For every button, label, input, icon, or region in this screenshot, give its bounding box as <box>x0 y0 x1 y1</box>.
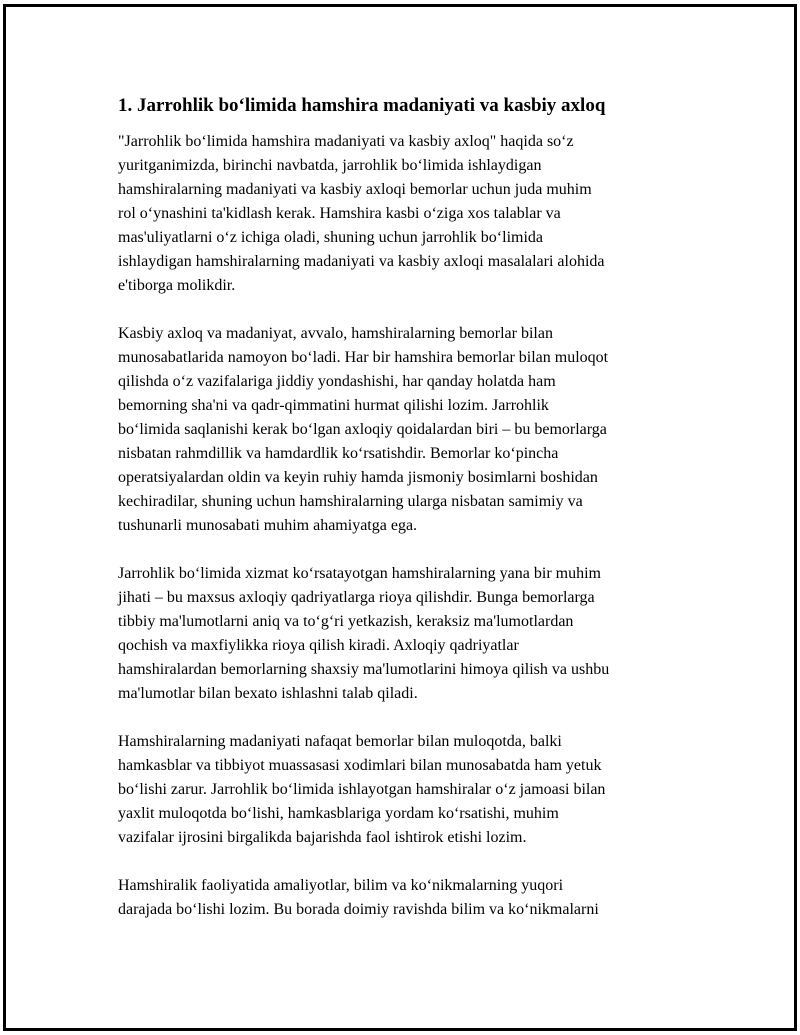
paragraph-line: ma'lumotlar bilan bexato ishlashni talab qiladi. <box>118 685 418 702</box>
paragraph-line: qilishda o‘z vazifalariga jiddiy yondashishi, har qanday holatda ham <box>118 373 556 390</box>
paragraph-line: tushunarli munosabati muhim ahamiyatga ega. <box>118 517 418 534</box>
paragraph-line: ishlaydigan hamshiralarning madaniyati va kasbiy axloqi masalalari alohida <box>118 253 605 270</box>
paragraph-line: Hamshiralarning madaniyati nafaqat bemorlar bilan muloqotda, balki <box>118 733 562 750</box>
paragraph-line: hamkasblar va tibbiyot muassasasi xodimlari bilan munosabatda ham yetuk <box>118 757 602 774</box>
paragraph-line: mas'uliyatlarni o‘z ichiga oladi, shuning uchun jarrohlik bo‘limida <box>118 229 544 246</box>
paragraph-line: hamshiralarning madaniyati va kasbiy axloqi bemorlar uchun juda muhim <box>118 181 592 198</box>
paragraph-line: qochish va maxfiylikka rioya qilish kiradi. Axloqiy qadriyatlar <box>118 637 519 654</box>
paragraph-3 <box>118 562 693 706</box>
paragraph-line: kechiradilar, shuning uchun hamshiralarning ularga nisbatan samimiy va <box>118 493 583 510</box>
paragraph-line: yaxlit muloqotda bo‘lishi, hamkasblariga yordam ko‘rsatishi, muhim <box>118 805 559 822</box>
paragraph-5 <box>118 874 693 922</box>
section-heading: 1. Jarrohlik bo‘limida hamshira madaniyati va kasbiy axloq <box>118 95 606 116</box>
paragraph-line: Kasbiy axloq va madaniyat, avvalo, hamshiralarning bemorlar bilan <box>118 325 553 342</box>
paragraph-4 <box>118 730 693 850</box>
paragraph-line: e'tiborga molikdir. <box>118 277 236 294</box>
paragraph-line: vazifalar ijrosini birgalikda bajarishda faol ishtirok etishi lozim. <box>118 829 527 846</box>
paragraph-line: bo‘limida saqlanishi kerak bo‘lgan axloqiy qoidalardan biri – bu bemorlarga <box>118 421 607 438</box>
paragraph-line: nisbatan rahmdillik va hamdardlik ko‘rsatishdir. Bemorlar ko‘pincha <box>118 445 559 462</box>
paragraph-line: jihati – bu maxsus axloqiy qadriyatlarga rioya qilishdir. Bunga bemorlarga <box>118 589 595 606</box>
paragraph-line: bo‘lishi zarur. Jarrohlik bo‘limida ishlayotgan hamshiralar o‘z jamoasi bilan <box>118 781 606 798</box>
paragraph-line: bemorning sha'ni va qadr-qimmatini hurmat qilishi lozim. Jarrohlik <box>118 397 549 414</box>
paragraph-1 <box>118 130 693 298</box>
paragraph-line: yuritganimizda, birinchi navbatda, jarrohlik bo‘limida ishlaydigan <box>118 157 542 174</box>
document-body <box>118 94 693 946</box>
paragraph-line: tibbiy ma'lumotlarni aniq va to‘g‘ri yetkazish, keraksiz ma'lumotlardan <box>118 613 574 630</box>
paragraph-line: rol o‘ynashini ta'kidlash kerak. Hamshira kasbi o‘ziga xos talablar va <box>118 205 561 222</box>
paragraph-line: "Jarrohlik bo‘limida hamshira madaniyati va kasbiy axloq" haqida so‘z <box>118 133 574 150</box>
paragraph-2 <box>118 322 693 538</box>
paragraph-line: munosabatlarida namoyon bo‘ladi. Har bir hamshira bemorlar bilan muloqot <box>118 349 609 366</box>
paragraph-line: hamshiralardan bemorlarning shaxsiy ma'lumotlarini himoya qilish va ushbu <box>118 661 610 678</box>
paragraph-line: Jarrohlik bo‘limida xizmat ko‘rsatayotgan hamshiralarning yana bir muhim <box>118 565 601 582</box>
paragraph-line: Hamshiralik faoliyatida amaliyotlar, bilim va ko‘nikmalarning yuqori <box>118 877 564 894</box>
paragraph-line: operatsiyalardan oldin va keyin ruhiy hamda jismoniy bosimlarni boshidan <box>118 469 598 486</box>
paragraph-line: darajada bo‘lishi lozim. Bu borada doimiy ravishda bilim va ko‘nikmalarni <box>118 901 599 918</box>
